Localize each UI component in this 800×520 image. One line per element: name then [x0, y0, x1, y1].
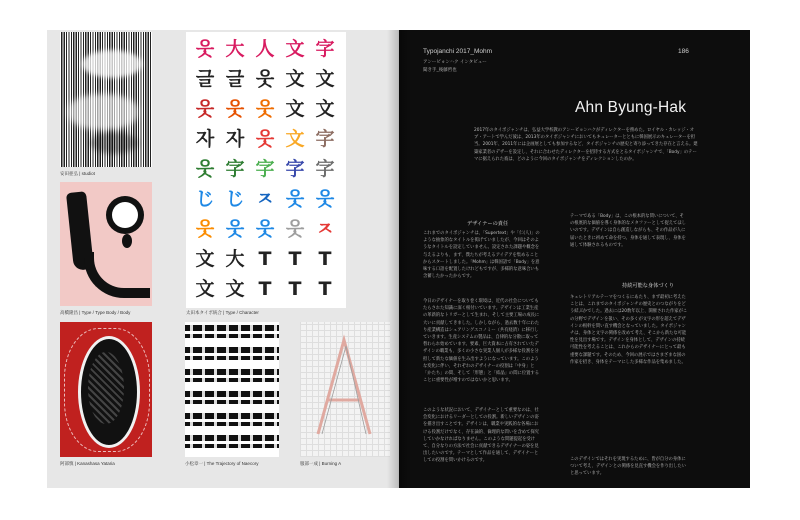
glyph-cell: 文: [315, 68, 335, 90]
glyph-cell: 글: [225, 68, 245, 90]
spine-gutter: [387, 30, 411, 488]
left-page: [47, 30, 399, 488]
glyph-cell: じ: [225, 188, 245, 210]
glyph-cell: 文: [315, 98, 335, 120]
column-1-heading: デザイナーの責任: [467, 221, 509, 227]
figure-5-overlay: [185, 322, 279, 457]
figure-1-wavy-lines: [60, 32, 152, 167]
figure-2-white-circle: [112, 202, 138, 228]
letter-a-outline: [300, 322, 390, 457]
glyph-cell: 文: [225, 278, 245, 300]
glyph-cell: 文: [195, 278, 215, 300]
glyph-cell: 웃: [285, 218, 305, 240]
glyph-cell: T: [258, 278, 272, 300]
glyph-cell: 字: [225, 158, 245, 180]
figure-5-caption: 小松章一 | The Trajectory of Naecory: [185, 461, 259, 466]
column-1-paragraph-1: これまでのタイポジャンチは、「Supertext」や「仁(人)」のような抽象的なタイトルを掲げていましたが、今回はそのようなタイトルを設定していません。設定された課題や概念を与えるよりも、まず、僕たちが考えるアイデアを集めることからスタートしました。「Mohm」は韓国語で「Body」を意味する口語を配置したけれどもですが、多様的な意味合いも含蓄したかったからです。: [423, 231, 540, 280]
figure-5-bw-marks: [185, 322, 279, 457]
glyph-cell: 字: [315, 128, 335, 150]
glyph-cell: T: [258, 248, 272, 270]
glyph-cell: 웃: [255, 218, 275, 240]
figure-2-pink-poster: [60, 182, 152, 306]
glyph-cell: 文: [195, 248, 215, 270]
glyph-cell: 文: [285, 128, 305, 150]
figure-1-blob: [82, 50, 142, 78]
figure-4-red-poster: [60, 322, 152, 457]
glyph-cell: 자: [195, 128, 215, 150]
glyph-cell: 웃: [255, 128, 275, 150]
subhead-line-2: 聞き手_後藤哲也: [423, 68, 457, 73]
glyph-cell: 웃: [195, 38, 215, 60]
page-number: 186: [678, 48, 689, 55]
glyph-cell: 文: [285, 68, 305, 90]
glyph-cell: 웃: [225, 98, 245, 120]
glyph-cell: 字: [315, 38, 335, 60]
column-2-paragraph-1: テーマである「Body」は、この根本的な問いについて、その根底的な価値を導く身体的なメタファーとして捉えてほしいのです。デザインは自ら創造しながらも、その作品が人に届いたときに初めて命を持つ。身体を通して表現し、身体を通して体験されるものです。: [570, 214, 686, 248]
figure-2-caption: 高橋隆昌 | Type / Type Body / Body: [60, 310, 131, 315]
glyph-cell: 人: [255, 38, 275, 60]
glyph-cell: 大: [225, 248, 245, 270]
figure-1-blob-3: [90, 132, 138, 154]
running-head: Typojanchi 2017_Mohm: [423, 48, 493, 55]
figure-1-blob-2: [68, 94, 138, 130]
column-1-paragraph-3: このような状況において、デザイナーとして重要なのは、社会変化におけるリーダーとしての役割。新しいデザインの姿を描き出すことです。デザインは、職業や実践的な各場における役割だけでなく、存在論的、倫理的な問いを含めて探究していかなければなりません。このような問題提起を受けて、自分なりの方法で社会に貢献できるデザイナーの姿を見出したいのです。テーマとして作品を通して、デザイナーとしての役割を問いかけるのです。: [423, 408, 539, 464]
glyph-cell: じ: [195, 188, 215, 210]
glyph-cell: 자: [225, 128, 245, 150]
figure-3-glyph-grid: [186, 32, 346, 308]
glyph-cell: 字: [285, 158, 305, 180]
figure-6-letter-a: [300, 322, 390, 457]
glyph-cell: 웃: [255, 98, 275, 120]
glyph-cell: T: [288, 248, 302, 270]
right-page: [399, 30, 750, 488]
glyph-cell: 글: [195, 68, 215, 90]
column-2-heading: 持続可能な身体づくり: [622, 283, 674, 289]
column-2-paragraph-3: このデザインではそれを実現するために、皆が自分の身体について考え、デザインとの関係を見直す機会を作り出したいと思っています。: [570, 457, 686, 477]
column-1-paragraph-2: 今日のデザイナーを取り巻く環境は、近代の社会についてもたらされた知識に深く根付いています。デザインは工業生産の革新的なトリガーとして生まれ、そして主要工場の成長に大いに貢献してきました。しかしながら、過去数十年にわたり産業構造はシェアリングエコノミー（共有経済）に移行していきます。生産システムの製品は、自律的な分散に取って替わられ始めています。要素、巨大資本に占有されていたデザインの職業も、多くの小さな実業人個人が多様な役割を分担して新たな価値を生み出すようになっています。このような変化に伴い、それぞれのデザイナーの役割は「中身」と「かたち」の間、そして「形態」と「結晶」の間に位置することに重要性が増すのではないかと思います。: [423, 299, 540, 384]
glyph-cell: T: [318, 248, 332, 270]
glyph-cell: 大: [225, 38, 245, 60]
glyph-cell: 字: [255, 158, 275, 180]
column-2-paragraph-2: キュレトリアルテーマをつくるにあたり、まず最初に考えたことは、これまでのタイポジャンチの歴史とのつながりをどう結ぶかでした。過去には20数年以上、開催された作家がこの分野でデザインを扱い、その多くが文字の形を超えてデザインの根幹を問い直す機会となっていました。タイポジャンチは、身体と文字の関係を改めて考え、そこから新たな可能性を見出す場です。デザインを身体として、デザインの持続可能性を考えることは、これからのデザイナーにとって最も重要な課題です。そのため、今回の展示ではさまざまな国の作家を招き、身体をテーマにした多様な作品を集めました。: [570, 295, 688, 365]
figure-3-caption: 太田本タイポ統合 | Type / Character: [186, 310, 259, 315]
article-title: Ahn Byung-Hak: [575, 99, 687, 116]
figure-4-white-scribble: [64, 328, 150, 452]
subhead-line-1: アンービョンハク インタビュー: [423, 60, 487, 65]
glyph-cell: 웃: [255, 68, 275, 90]
figure-1-caption: 安田亜弘 | studiot: [60, 171, 95, 176]
figure-2-black-curve: [84, 252, 150, 298]
glyph-cell: 文: [285, 38, 305, 60]
glyph-cell: 웃: [225, 218, 245, 240]
glyph-cell: 웃: [195, 158, 215, 180]
figure-2-dot: [122, 234, 132, 248]
glyph-cell: 文: [285, 98, 305, 120]
glyph-cell: T: [318, 278, 332, 300]
glyph-cell: 웃: [195, 98, 215, 120]
glyph-cell: 웃: [285, 188, 305, 210]
glyph-cell: 웃: [315, 188, 335, 210]
intro-paragraph: 2017年のタイポジャンチは、弘益大学校教のアンービョンハクがディレクターを務めた。ロイヤル・カレッジ・オブ・アートで学んだ彼は、2013年のタイポジャンチにおいてもキュレーターとともに韓国展示のキュレーターを担当。2001年、2011年には企画展としても参加するなど、タイポジャンチの歴史と寄り添ってきた存在と言える。建築家業者のデザーを設定し、それに合わせたディレクターを招待する方式をとるタイポジャンチで、「Body」のテーマに据えられた彼は、どのように今回のタイポジャンチをディレクションしたのか。: [474, 128, 698, 162]
glyph-cell: 웃: [195, 218, 215, 240]
glyph-cell: T: [288, 278, 302, 300]
magazine-spread: [47, 30, 750, 488]
glyph-cell: ㅈ: [255, 188, 275, 210]
glyph-cell: ㅈ: [315, 218, 335, 240]
figure-4-caption: 阿部慎 | Kanashasa Yataria: [60, 461, 115, 466]
figure-6-caption: 服部一成 | Burning A: [300, 461, 342, 466]
glyph-cell: 字: [315, 158, 335, 180]
